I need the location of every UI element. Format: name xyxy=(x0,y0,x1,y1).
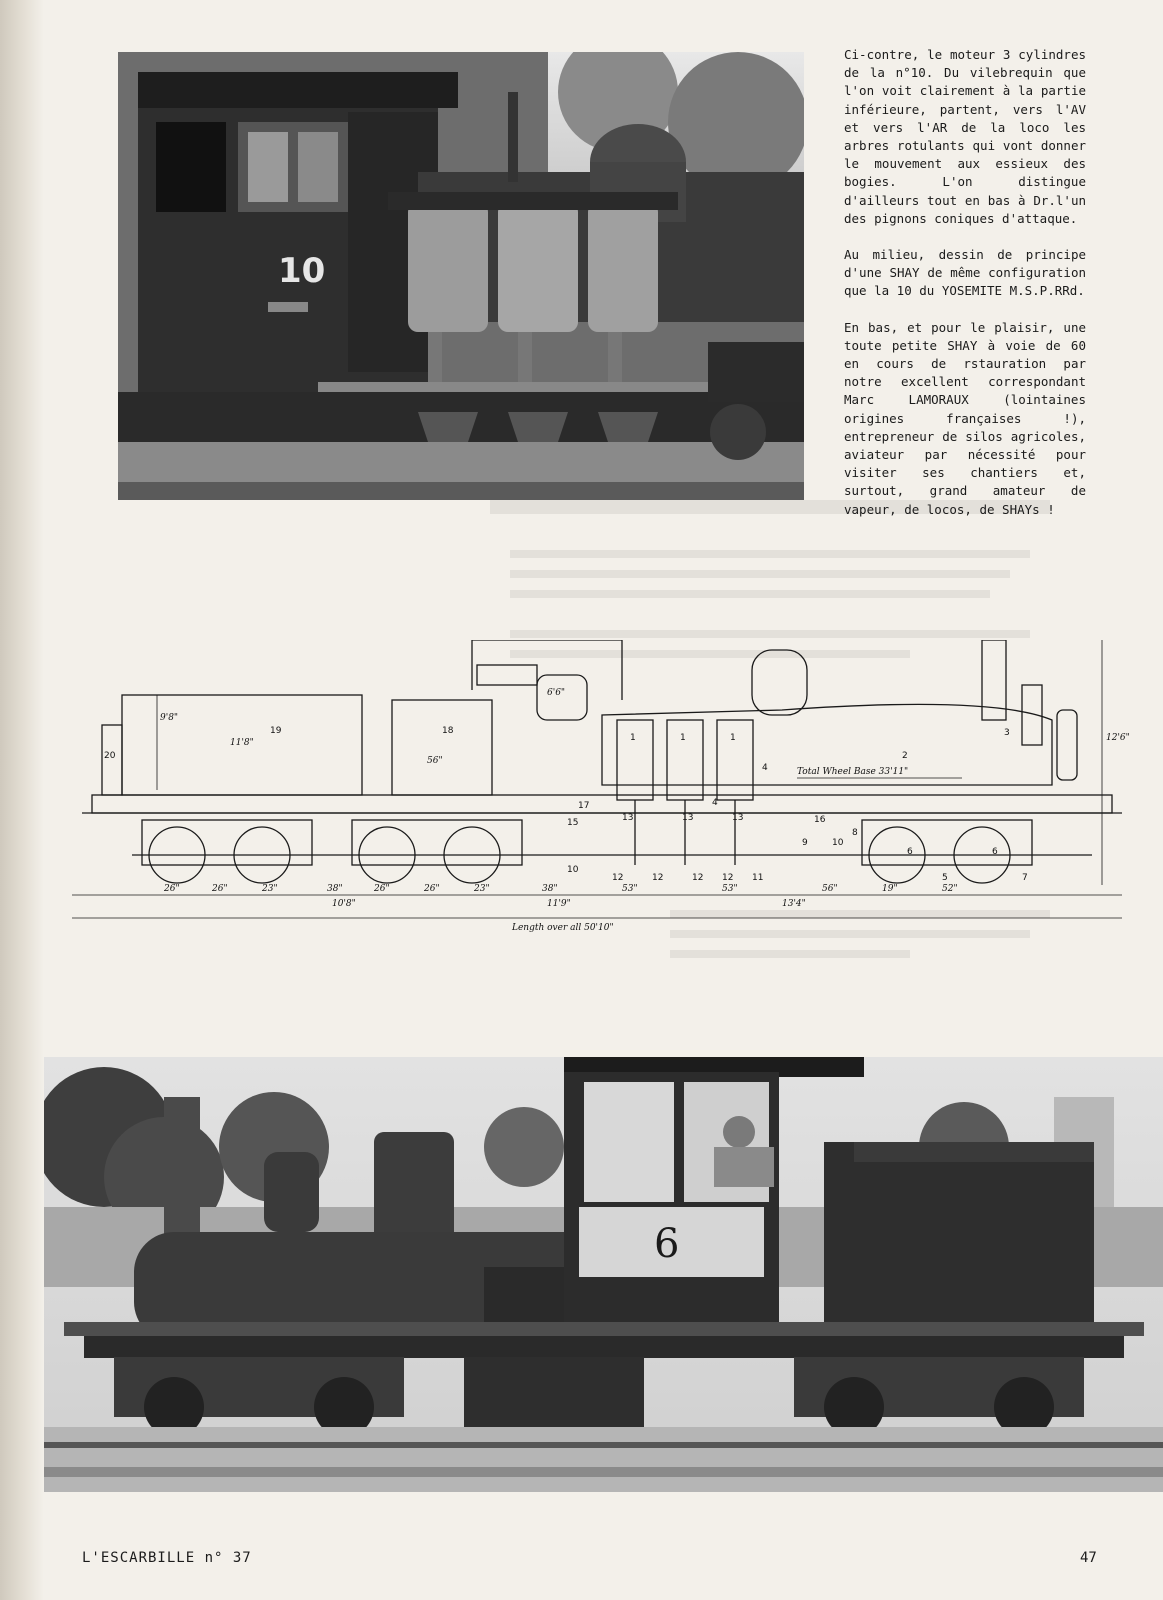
page-number: 47 xyxy=(1080,1550,1097,1566)
label-window-size: 6'6" xyxy=(547,688,566,698)
part-number: 11 xyxy=(752,873,764,883)
part-number: 13 xyxy=(732,813,744,823)
dim-label: 53" xyxy=(622,884,638,894)
magazine-issue: L'ESCARBILLE n° 37 xyxy=(82,1550,252,1566)
part-number: 5 xyxy=(942,873,948,883)
dim-label: 23" xyxy=(262,884,278,894)
dim-label: 38" xyxy=(327,884,343,894)
dim-label: 38" xyxy=(542,884,558,894)
label-total-wheel-base: Total Wheel Base 33'11" xyxy=(797,767,909,777)
part-number: 6 xyxy=(992,847,998,857)
part-number: 12 xyxy=(722,873,734,883)
caption-paragraph-2: Au milieu, dessin de principe d'une SHAY de même configuration que la 10 du YOSEMITE M.S.P.RRd. xyxy=(844,247,1086,299)
part-number: 10 xyxy=(832,838,844,848)
part-number: 19 xyxy=(270,726,282,736)
part-number: 4 xyxy=(762,763,768,773)
part-number: 2 xyxy=(902,751,908,761)
binding-gutter xyxy=(0,0,44,1600)
label-tank-width: 11'8" xyxy=(230,738,254,748)
part-number: 12 xyxy=(692,873,704,883)
part-number: 16 xyxy=(814,815,826,825)
dim-label: 26" xyxy=(164,884,180,894)
part-number: 15 xyxy=(567,818,579,828)
dim-label: 53" xyxy=(722,884,738,894)
label-tender-height: 9'8" xyxy=(160,713,179,723)
dim-label: 26" xyxy=(212,884,228,894)
dim-label: 26" xyxy=(374,884,390,894)
part-number: 12 xyxy=(652,873,664,883)
dim-label: 19" xyxy=(882,884,898,894)
part-number: 20 xyxy=(104,751,116,761)
part-number: 17 xyxy=(578,801,590,811)
part-number: 8 xyxy=(852,828,858,838)
part-number: 1 xyxy=(730,733,736,743)
label-overall-height: 12'6" xyxy=(1106,733,1130,743)
dim-label: 11'9" xyxy=(547,899,571,909)
caption-paragraph-3: En bas, et pour le plaisir, une toute petite SHAY à voie de 60 en cours de rstauration par notre excellent correspondant Marc LAMORAUX (lointaines origines françaises !), entrepreneur de silos agricoles, aviateur par nécessité pour visiter ses chantiers et, surtout, grand amateur de vapeur, de locos, de SHAYs ! xyxy=(844,319,1086,517)
part-number: 13 xyxy=(682,813,694,823)
photo-caption xyxy=(844,46,1086,537)
dim-label: 23" xyxy=(474,884,490,894)
part-number: 4 xyxy=(712,798,718,808)
part-number: 9 xyxy=(802,838,808,848)
part-number: 12 xyxy=(612,873,624,883)
part-number: 18 xyxy=(442,726,454,736)
dim-label: 26" xyxy=(424,884,440,894)
part-number: 1 xyxy=(630,733,636,743)
photo-shay-number-6 xyxy=(44,1057,1163,1492)
dim-label: 56" xyxy=(822,884,838,894)
photo-engine-cylinders xyxy=(118,52,804,500)
dim-label: 13'4" xyxy=(782,899,806,909)
shay-elevation-drawing xyxy=(62,640,1142,940)
part-number: 3 xyxy=(1004,728,1010,738)
part-number: 13 xyxy=(622,813,634,823)
label-cab-height: 56" xyxy=(427,756,443,766)
cab-number-6: 6 xyxy=(654,1221,680,1267)
dim-label: 52" xyxy=(942,884,958,894)
part-number: 6 xyxy=(907,847,913,857)
part-number: 10 xyxy=(567,865,579,875)
part-number: 7 xyxy=(1022,873,1028,883)
cab-number-10: 10 xyxy=(278,251,326,291)
part-number: 1 xyxy=(680,733,686,743)
label-length-overall: Length over all 50'10" xyxy=(512,923,614,933)
caption-paragraph-1: Ci-contre, le moteur 3 cylindres de la n°10. Du vilebrequin que l'on voit clairement à la partie inférieure, partent, vers l'AV et vers l'AR de la loco les arbres rotulants qui vont donner le mouvement aux essieux des bogies. L'on distingue d'ailleurs tout en bas à Dr.l'un des pignons coniques d'attaque. xyxy=(844,47,1086,226)
dim-label: 10'8" xyxy=(332,899,356,909)
